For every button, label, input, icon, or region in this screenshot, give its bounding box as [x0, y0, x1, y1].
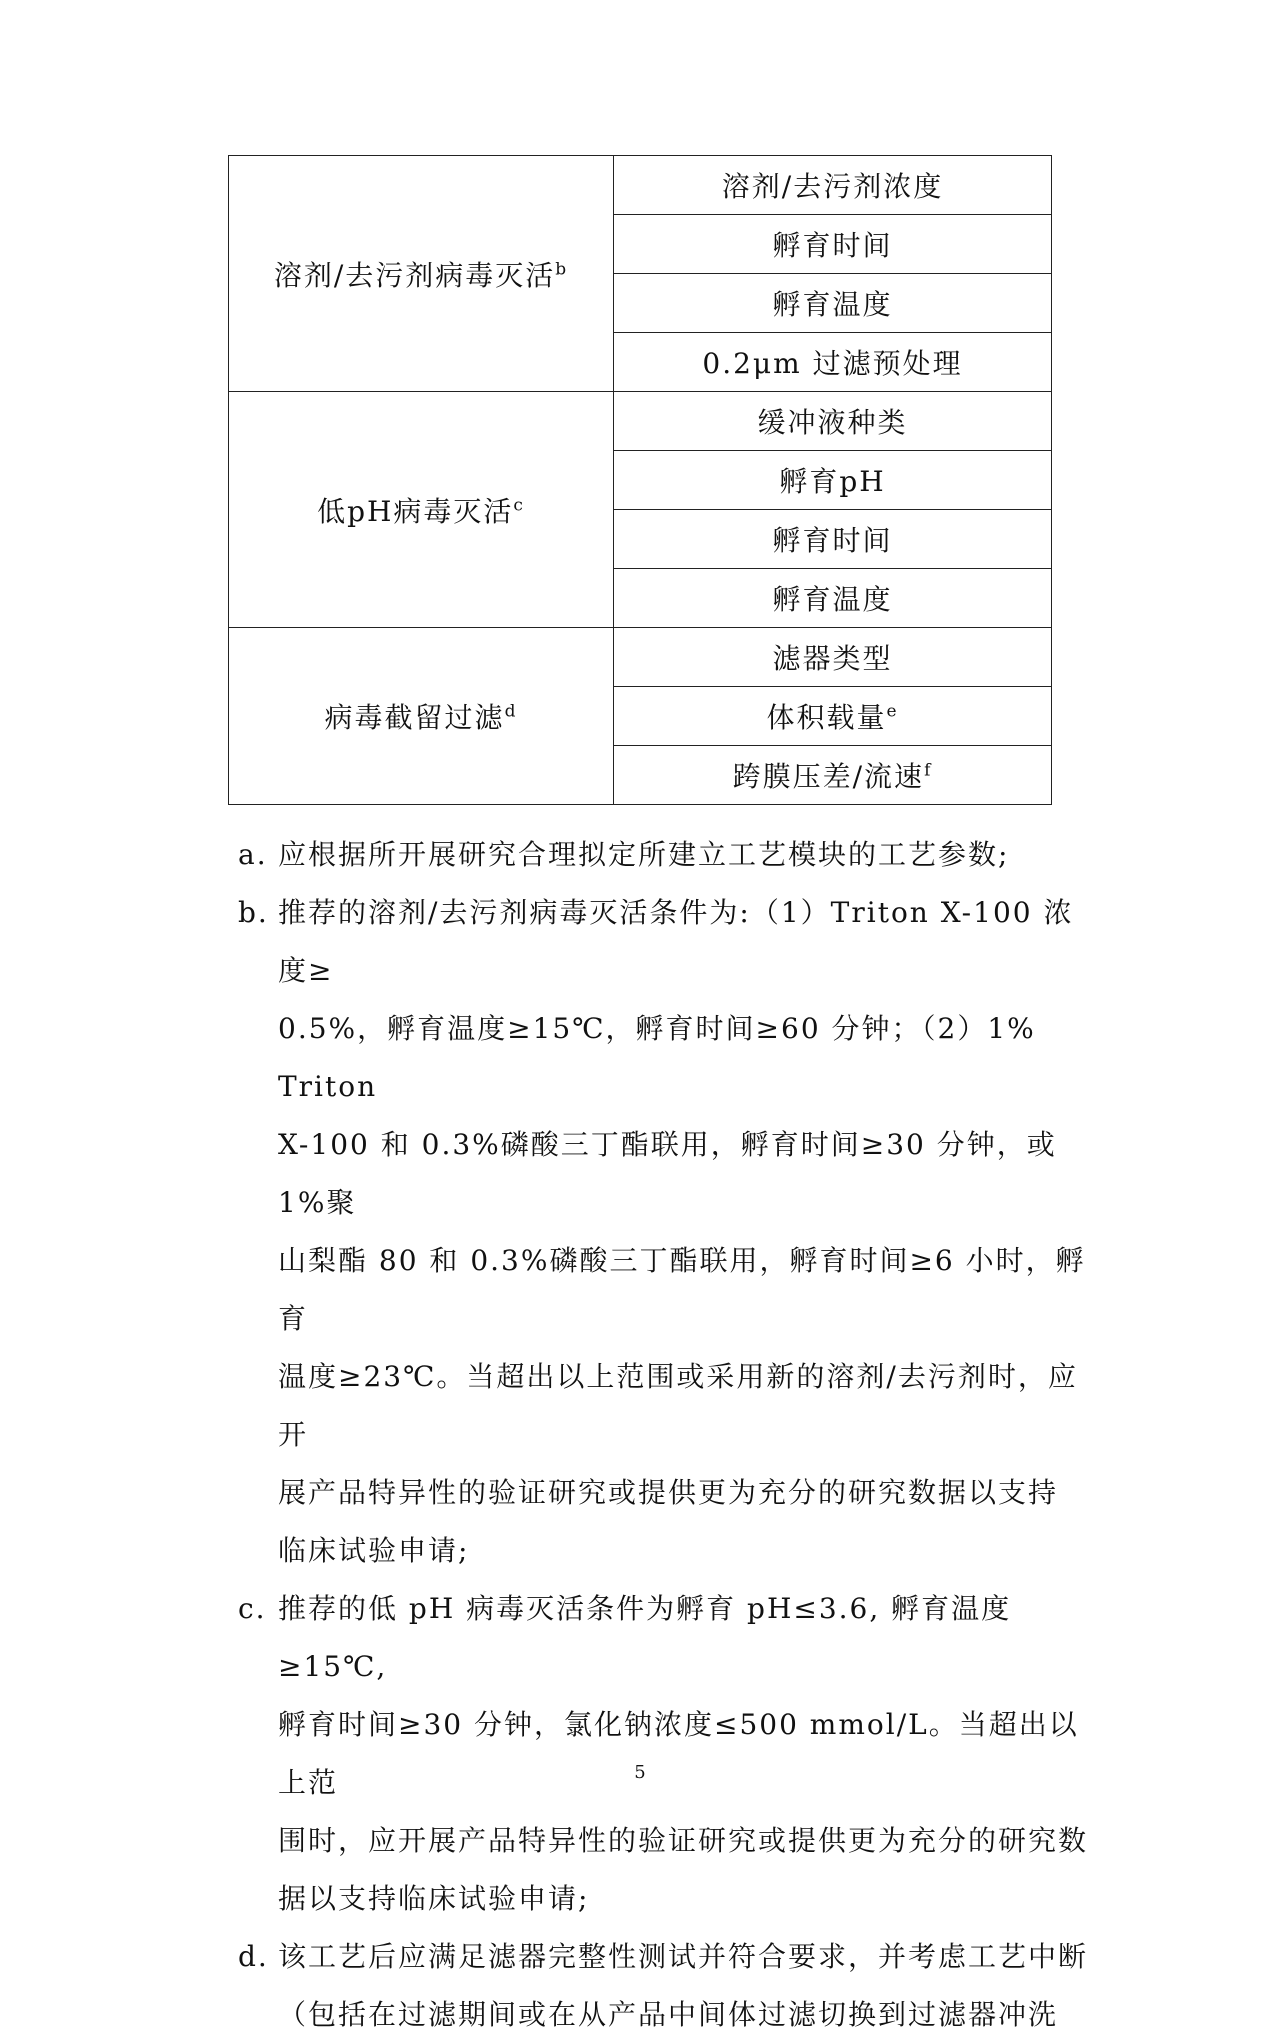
- parameter-cell: [614, 333, 1052, 392]
- footnote-line: 临床试验申请;: [278, 1534, 470, 1567]
- group-label-cell: [229, 628, 614, 805]
- footnote-item: [238, 1928, 1088, 2044]
- footnote-marker: d.: [238, 1940, 269, 1973]
- footnote-line: 山梨酯 80 和 0.3%磷酸三丁酯联用，孵育时间≥6 小时，孵育: [278, 1244, 1086, 1335]
- parameter-cell: [614, 746, 1052, 805]
- footnote-line: 据以支持临床试验申请;: [278, 1882, 590, 1915]
- page-number: 5: [634, 1762, 646, 1783]
- footnote-ref: d: [504, 701, 518, 722]
- parameter-cell: [614, 215, 1052, 274]
- parameter-cell: [614, 510, 1052, 569]
- parameter-label: 缓冲液种类: [757, 406, 908, 439]
- footnote-marker: c.: [238, 1592, 267, 1625]
- group-label-cell: [229, 392, 614, 628]
- footnotes: [238, 826, 1088, 2044]
- footnote-line: 推荐的低 pH 病毒灭活条件为孵育 pH≤3.6, 孵育温度≥15℃,: [278, 1592, 1012, 1683]
- parameter-label: 体积载量: [766, 701, 887, 734]
- footnote-line: （包括在过滤期间或在从产品中间体过滤切换到过滤器冲洗: [278, 1998, 1059, 2031]
- table-row: [229, 392, 1052, 451]
- footnote-marker: a.: [238, 838, 268, 871]
- parameter-label: 滤器类型: [772, 642, 893, 675]
- table-body: [229, 156, 1052, 805]
- parameter-cell: [614, 156, 1052, 215]
- footnote-item: [238, 826, 1088, 884]
- parameter-cell: [614, 274, 1052, 333]
- footnote-line: 0.5%，孵育温度≥15℃，孵育时间≥60 分钟；（2）1% Triton: [278, 1012, 1036, 1103]
- table-row: [229, 628, 1052, 687]
- group-label: 病毒截留过滤: [324, 701, 505, 734]
- parameter-label: 孵育温度: [772, 288, 893, 321]
- group-label: 溶剂/去污剂病毒灭活: [273, 258, 556, 292]
- parameter-cell: [614, 687, 1052, 746]
- parameter-label: 孵育时间: [772, 229, 893, 262]
- parameter-label: 跨膜压差/流速: [732, 760, 925, 793]
- parameter-cell: [614, 392, 1052, 451]
- process-parameter-table: [228, 155, 1052, 805]
- footnote-ref: f: [924, 760, 933, 781]
- parameter-cell: [614, 451, 1052, 510]
- parameter-cell: [614, 569, 1052, 628]
- parameter-label: 孵育温度: [772, 583, 893, 616]
- footnote-ref: e: [886, 701, 899, 722]
- footnote-ref: c: [513, 495, 525, 516]
- footnote-line: 应根据所开展研究合理拟定所建立工艺模块的工艺参数;: [278, 838, 1010, 871]
- footnote-ref: b: [555, 259, 569, 280]
- parameter-label: 0.2μm 过滤预处理: [702, 347, 963, 380]
- footnote-line: 孵育时间≥30 分钟，氯化钠浓度≤500 mmol/L。当超出以上范: [278, 1708, 1079, 1799]
- table-row: [229, 156, 1052, 215]
- footnote-line: 该工艺后应满足滤器完整性测试并符合要求，并考虑工艺中断: [278, 1940, 1089, 1973]
- group-label-cell: [229, 156, 614, 392]
- footnote-line: X-100 和 0.3%磷酸三丁酯联用，孵育时间≥30 分钟，或 1%聚: [278, 1128, 1057, 1219]
- parameter-cell: [614, 628, 1052, 687]
- parameter-label: 溶剂/去污剂浓度: [721, 170, 944, 203]
- footnote-line: 围时，应开展产品特异性的验证研究或提供更为充分的研究数: [278, 1824, 1089, 1857]
- parameter-label: 孵育pH: [779, 465, 886, 498]
- footnote-line: 温度≥23℃。当超出以上范围或采用新的溶剂/去污剂时，应开: [278, 1360, 1078, 1451]
- footnote-line: 展产品特异性的验证研究或提供更为充分的研究数据以支持: [278, 1476, 1059, 1509]
- footnote-marker: b.: [238, 896, 269, 929]
- footnote-item: [238, 884, 1088, 1580]
- footnote-line: 推荐的溶剂/去污剂病毒灭活条件为:（1）Triton X-100 浓度≥: [278, 896, 1074, 987]
- footnote-item: [238, 1580, 1088, 1928]
- group-label: 低pH病毒灭活: [317, 494, 514, 528]
- parameter-label: 孵育时间: [772, 524, 893, 557]
